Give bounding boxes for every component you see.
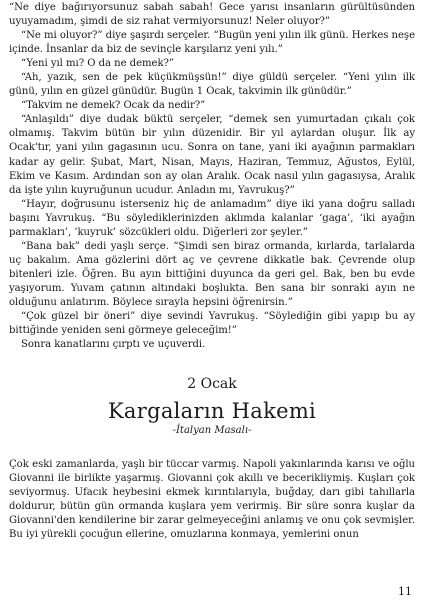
paragraph: “Takvim ne demek? Ocak da nedir?” [21,100,206,112]
paragraph: “Ah, yazık, sen de pek küçükmüşsün!” diye güldü serçeler. “Yeni yılın ilk günü, yılın en güzel günüdür. Bugün 1 Ocak, takvimin ilk günüdür.” [9,72,415,98]
story-subtitle: -İtalyan Masalı- [172,425,252,436]
paragraph: “Ne diye bağırıyorsunuz sabah sabah! Gece yarısı insanların gürültüsünden uyuyamadım, şimdi de siz rahat vermiyorsunuz! Neler oluyor?” [9,2,415,28]
paragraph: Çok eski zamanlarda, yaşlı bir tüccar varmış. Napoli yakınlarında karısı ve oğlu Giovanni ile birlikte yaşarmış. Giovanni çok akıllı ve becerikliymiş. Kuşları çok seviyormuş. Ufacık heybesini ekmek kırıntılarıyla, buğday, darı gibi tahıllarla doldurur, bütün gün ormanda kuşlara yem verirmiş. Bir süre sonra kuşlar da Giovanni'den kendilerine bir zarar gelmeyeceğini anlamış ve onu çok sevmişler. Bu iyi yürekli çocuğun ellerine, omuzlarına konmaya, yemlerini onun [9,459,415,541]
story2-body [9,458,415,542]
paragraph: “Ne mi oluyor?” diye şaşırdı serçeler. “Bugün yeni yılın ilk günü. Herkes neşe içinde. İnsanlar da biz de sevinçle karşılarız yeni yılı.” [9,30,415,56]
paragraph: “Bana bak” dedi yaşlı serçe. “Şimdi sen biraz ormanda, kırlarda, tarlalarda uç bakalım. Ama gözlerini dört aç ve çevrene dikkatle bak. Çevrende olup bitenleri izle. Öğren. Bu ayın bittiğini duyunca da geri gel. Bak, ben bu evde yaşıyorum. Yuvam çatının altındaki boşlukta. Ben sana bir sonraki ayın ne olduğunu anlatırım. Böylece sırayla hepsini öğrenirsin.” [9,240,415,308]
paragraph: Sonra kanatlarını çırptı ve uçuverdi. [21,339,206,351]
paragraph: “Hayır, doğrusunu isterseniz hiç de anlamadım” diye iki yana doğru salladı başını Yavrukuş. “Bu söylediklerinizden aklımda kalanlar ‘gaga’, ‘iki ayağın parmakları’, ‘kuyruk’ sözcükleri oldu. Diğerleri zor şeyler.” [9,198,415,238]
date-heading: 2 Ocak [187,376,237,392]
page-number: 11 [398,585,412,598]
story1-body [9,1,415,352]
paragraph: “Çok güzel bir öneri” diye sevindi Yavrukuş. “Söylediğin gibi yapıp bu ay bittiğinde yeniden seni görmeye geleceğim!” [9,311,415,337]
story-title: Kargaların Hakemi [107,399,317,423]
paragraph: “Yeni yıl mı? O da ne demek?” [21,58,174,70]
paragraph: “Anlaşıldı” diye dudak büktü serçeler, “demek sen yumurtadan çıkalı çok olmamış. Takvim bütün bir yılın düzenidir. Bir yıl aylardan oluşur. İlk ay Ocak'tır, yani yılın gagasının ucu. Sonra on tane, yani iki ayağının parmakları kadar ay gelir. Şubat, Mart, Nisan, Mayıs, Haziran, Temmuz, Ağustos, Eylül, Ekim ve Kasım. Ardından son ay olan Aralık. Ocak nasıl yılın gagasıysa, Aralık da işte yılın kuyruğunun ucudur. Anladın mı, Yavrukuş?” [9,114,415,196]
